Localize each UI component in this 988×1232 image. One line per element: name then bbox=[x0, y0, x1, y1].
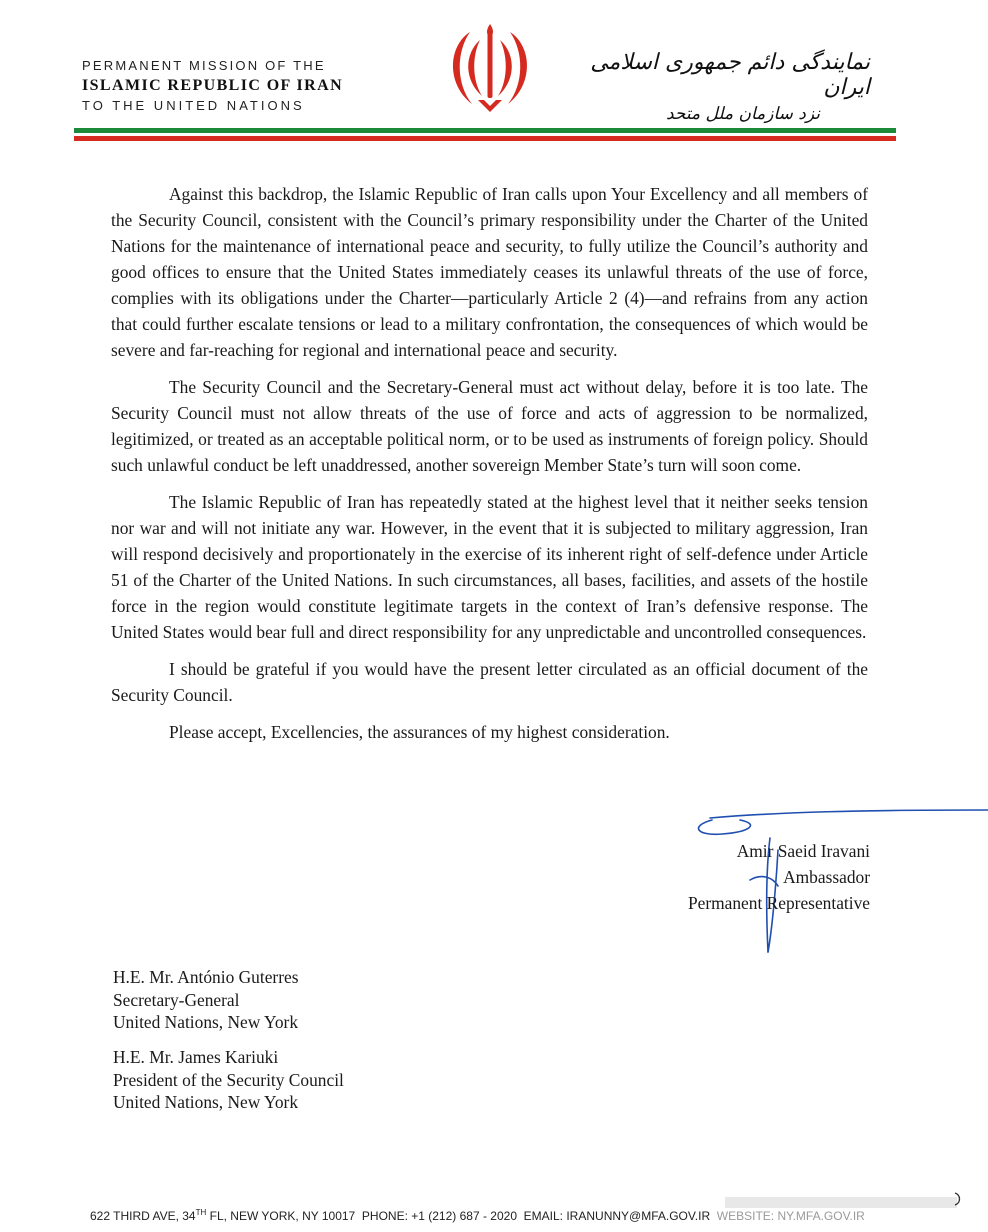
addressee-name: H.E. Mr. António Guterres bbox=[113, 967, 299, 987]
footer-email: EMAIL: IRANUNNY@MFA.GOV.IR bbox=[523, 1209, 711, 1223]
body-paragraph-3: The Islamic Republic of Iran has repeatedly stated at the highest level that it neither seeks tension nor war and will not initiate any war. However, in the event that it is subjected to military aggression, Iran will respond decisively and proportionately in the exercise of its inherent right of self-defence under Article 51 of the Charter of the United Nations. In such circumstances, all bases, facilities, and assets of the hostile force in the region would constitute legitimate targets in the context of Iran’s defensive response. The United States would bear full and direct responsibility for any unpredictable and uncontrolled consequences. bbox=[111, 492, 868, 642]
mission-line-1: PERMANENT MISSION OF THE bbox=[82, 58, 326, 73]
body-paragraph-2: The Security Council and the Secretary-General must act without delay, before it is too late. The Security Council must not allow threats of the use of force and acts of aggression to be normalized, legitimized, or treated as an acceptable political norm, or to be used as instruments of foreign policy. Should such unlawful conduct be left unaddressed, another sovereign Member State’s turn will soon come. bbox=[111, 377, 868, 475]
footer-address-prefix: 622 THIRD AVE, 34 bbox=[90, 1209, 196, 1223]
footer-address-sup: TH bbox=[195, 1208, 207, 1217]
addressee-org: United Nations, New York bbox=[113, 1092, 299, 1112]
farsi-heading-block bbox=[590, 50, 870, 124]
closing-paragraph: Please accept, Excellencies, the assurances of my highest consideration. bbox=[169, 722, 670, 742]
addressee-block-2 bbox=[113, 1046, 344, 1114]
letterhead-red-rule bbox=[74, 136, 896, 141]
addressee-title: Secretary-General bbox=[113, 989, 240, 1010]
addressee-title: President of the Security Council bbox=[113, 1069, 344, 1090]
addressee-block-1 bbox=[113, 966, 298, 1034]
mission-name-block bbox=[82, 58, 352, 113]
farsi-line-2: نزد سازمان ملل متحد bbox=[665, 104, 820, 124]
footer-scan-bar bbox=[725, 1187, 965, 1209]
addressee-org: United Nations, New York bbox=[113, 1012, 299, 1032]
signatory-name: Amir Saeid Iravani bbox=[736, 841, 870, 861]
iran-emblem-icon bbox=[442, 22, 538, 114]
letter-body bbox=[111, 181, 868, 756]
footer-address-suffix: FL, NEW YORK, NY 10017 bbox=[206, 1209, 356, 1223]
addressee-name: H.E. Mr. James Kariuki bbox=[113, 1047, 279, 1067]
signatory-title: Ambassador bbox=[783, 867, 870, 887]
body-paragraph-1: Against this backdrop, the Islamic Republic of Iran calls upon Your Excellency and all members of the Security Council, consistent with the Council’s primary responsibility under the Charter of the United Nations for the maintenance of international peace and security, to fully utilize the Council’s authority and good offices to ensure that the United States immediately ceases its unlawful threats of the use of force, complies with its obligations under the Charter—particularly Article 2 (4)—and refrains from any action that could further escalate tensions or lead to a military confrontation, the consequences of which would be severe and far-reaching for regional and international peace and security. bbox=[111, 184, 868, 360]
signature-block bbox=[640, 838, 870, 916]
farsi-line-1: نمایندگی دائم جمهوری اسلامی ایران bbox=[590, 50, 870, 100]
mission-line-2: ISLAMIC REPUBLIC OF IRAN bbox=[82, 77, 344, 94]
footer-phone: PHONE: +1 (212) 687 - 2020 bbox=[361, 1209, 517, 1223]
body-paragraph-4: I should be grateful if you would have the present letter circulated as an official document of the Security Council. bbox=[111, 659, 868, 705]
signatory-role: Permanent Representative bbox=[687, 893, 870, 913]
mission-line-3: TO THE UNITED NATIONS bbox=[82, 98, 305, 113]
footer-website: WEBSITE: NY.MFA.GOV.IR bbox=[716, 1209, 865, 1223]
footer-contact bbox=[90, 1208, 920, 1223]
